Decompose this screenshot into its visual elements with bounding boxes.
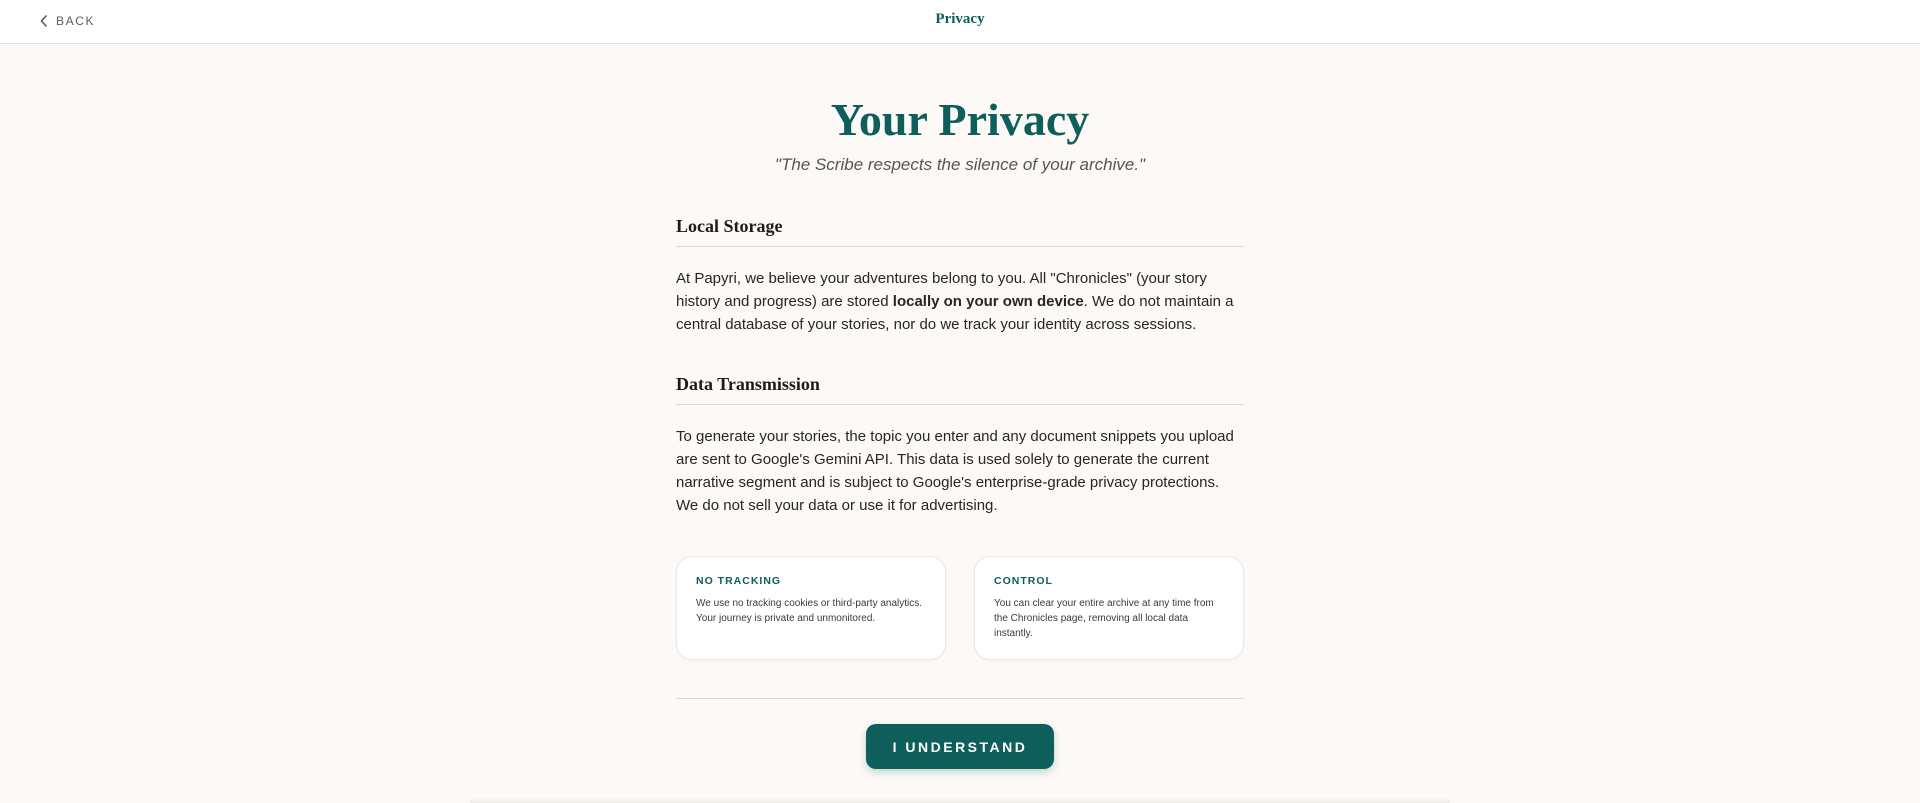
no-tracking-card <box>676 556 946 660</box>
back-label: BACK <box>56 14 96 28</box>
page-title: Your Privacy <box>830 94 1090 145</box>
control-card <box>974 556 1244 660</box>
page-subtitle: "The Scribe respects the silence of your archive." <box>774 155 1146 174</box>
control-card-text: You can clear your entire archive at any time from the Chronicles page, removing all local data instantly. <box>994 598 1214 639</box>
privacy-content <box>676 44 1244 755</box>
divider <box>676 698 1244 699</box>
top-bar <box>0 0 1920 44</box>
control-card-title: CONTROL <box>994 575 1053 587</box>
bottom-fade <box>470 798 1450 803</box>
data-transmission-section <box>676 372 1244 517</box>
local-storage-section <box>676 214 1244 336</box>
data-transmission-text: To generate your stories, the topic you enter and any document snippets you upload are sent to Google's Gemini API. This data is used solely to generate the current narrative segment and is subject to Google's enterprise-grade privacy protections. We do not sell your data or use it for advertising. <box>676 428 1234 514</box>
local-storage-heading: Local Storage <box>676 214 1244 247</box>
info-cards <box>676 556 1244 660</box>
local-storage-text-part: At Papyri, we believe your adventures belong to you. All "Chronicles" (your story history and progress) are stored <box>676 270 1207 310</box>
local-storage-text <box>676 267 1244 336</box>
header-title: Privacy <box>935 11 985 27</box>
understand-button[interactable]: I UNDERSTAND <box>866 724 1054 769</box>
local-storage-text-part: . We do not maintain a central database of your stories, nor do we track your identity across sessions. <box>676 293 1234 333</box>
local-storage-text-bold: locally on your own device <box>892 293 1084 310</box>
no-tracking-card-title: NO TRACKING <box>696 575 782 587</box>
data-transmission-heading: Data Transmission <box>676 372 1244 405</box>
no-tracking-card-text: We use no tracking cookies or third-party analytics. Your journey is private and unmonitored. <box>696 598 923 624</box>
